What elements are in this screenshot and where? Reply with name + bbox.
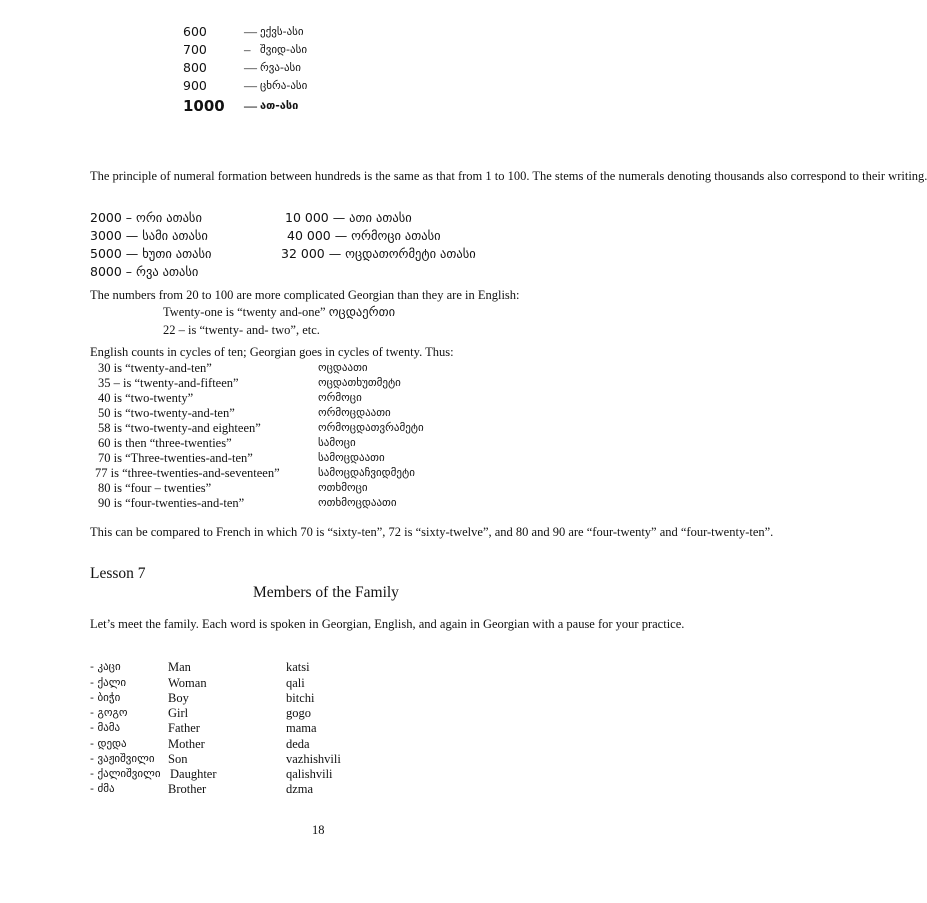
vocab-georgian: - ძმა	[90, 782, 115, 795]
vocab-transliteration: qalishvili	[286, 767, 333, 781]
vocab-georgian: - ბიჭი	[90, 691, 121, 704]
vocab-georgian: - ქალი	[90, 676, 127, 689]
hundreds-dash: —	[244, 78, 257, 93]
vocab-transliteration: mama	[286, 721, 317, 735]
count-georgian: სამოცდაჩვიდმეტი	[318, 466, 415, 479]
count-georgian: ოთხმოცდაათი	[318, 496, 397, 509]
paragraph-cycles: English counts in cycles of ten; Georgian goes in cycles of twenty. Thus:	[90, 345, 454, 359]
count-georgian: ოთხმოცი	[318, 481, 368, 494]
vocab-georgian: - მამა	[90, 721, 121, 734]
lesson-label: Lesson 7	[90, 565, 146, 582]
paragraph-practice-instructions: Let’s meet the family. Each word is spoken in Georgian, English, and again in Georgian with a pause for your practice.	[90, 617, 685, 631]
hundreds-georgian: რვა-ასი	[260, 61, 301, 74]
example-twenty-two: 22 – is “twenty- and- two”, etc.	[163, 323, 320, 337]
page-number: 18	[312, 823, 325, 837]
count-georgian: ორმოცდათვრამეტი	[318, 421, 424, 434]
vocab-english: Brother	[168, 782, 207, 796]
thousands-item: 40 000 — ორმოცი ათასი	[287, 228, 441, 243]
count-english: 77 is “three-twenties-and-seventeen”	[95, 466, 280, 480]
hundreds-number: 700	[183, 42, 207, 57]
vocab-english: Son	[168, 752, 188, 766]
count-georgian: სამოცდაათი	[318, 451, 385, 464]
vocab-georgian: - გოგო	[90, 706, 128, 719]
vocab-transliteration: deda	[286, 737, 310, 751]
count-georgian: ორმოცდაათი	[318, 406, 391, 419]
count-georgian: ოცდაათი	[318, 361, 368, 374]
count-english: 35 – is “twenty-and-fifteen”	[98, 376, 239, 390]
lesson-title: Members of the Family	[253, 584, 399, 601]
paragraph-numeral-formation: The principle of numeral formation between hundreds is the same as that from 1 to 100. The stems of the numerals denoting thousands also correspond to their writing.	[90, 169, 927, 183]
hundreds-number: 1000	[183, 97, 225, 115]
hundreds-table	[0, 0, 638, 150]
vocab-transliteration: qali	[286, 676, 305, 690]
count-english: 30 is “twenty-and-ten”	[98, 361, 212, 375]
thousands-item: 10 000 — ათი ათასი	[285, 210, 412, 225]
hundreds-georgian: შვიდ-ასი	[260, 43, 308, 56]
example-twenty-one: Twenty-one is “twenty and-one” ოცდაერთი	[163, 305, 396, 319]
thousands-item: 2000 – ორი ათასი	[90, 210, 202, 225]
vocab-transliteration: dzma	[286, 782, 314, 796]
paragraph-complex-numbers: The numbers from 20 to 100 are more complicated Georgian than they are in English:	[90, 288, 520, 302]
vocab-georgian: - ქალიშვილი	[90, 767, 161, 780]
count-english: 40 is “two-twenty”	[98, 391, 194, 405]
vocab-english: Daughter	[170, 767, 217, 781]
count-english: 80 is “four – twenties”	[98, 481, 212, 495]
paragraph-french-comparison: This can be compared to French in which 70 is “sixty-ten”, 72 is “sixty-twelve”, and 80 and 90 are “four-twenty” and “four-twenty-ten”.	[90, 525, 774, 539]
hundreds-georgian: ცხრა-ასი	[260, 79, 308, 92]
hundreds-georgian: ექვს-ასი	[260, 25, 304, 38]
hundreds-number: 900	[183, 78, 207, 93]
vocab-english: Mother	[168, 737, 205, 751]
vocab-english: Boy	[168, 691, 189, 705]
vocab-english: Woman	[168, 676, 207, 690]
hundreds-dash: —	[244, 98, 257, 113]
count-english: 58 is “two-twenty-and eighteen”	[98, 421, 261, 435]
hundreds-dash: –	[244, 42, 251, 57]
hundreds-georgian: ათ-ასი	[260, 99, 299, 112]
count-english: 70 is “Three-twenties-and-ten”	[98, 451, 253, 465]
count-georgian: ოცდათხუთმეტი	[318, 376, 401, 389]
count-list	[0, 355, 638, 515]
vocab-english: Man	[168, 660, 191, 674]
vocab-transliteration: gogo	[286, 706, 311, 720]
vocab-english: Girl	[168, 706, 189, 720]
vocab-transliteration: katsi	[286, 660, 310, 674]
hundreds-number: 600	[183, 24, 207, 39]
count-georgian: ორმოცი	[318, 391, 362, 404]
thousands-item: 3000 — სამი ათასი	[90, 228, 208, 243]
hundreds-dash: —	[244, 24, 257, 39]
vocab-english: Father	[168, 721, 200, 735]
count-georgian: სამოცი	[318, 436, 356, 449]
vocab-table	[0, 655, 638, 800]
hundreds-dash: —	[244, 60, 257, 75]
thousands-item: 5000 — ხუთი ათასი	[90, 246, 212, 261]
count-english: 60 is then “three-twenties”	[98, 436, 232, 450]
vocab-transliteration: vazhishvili	[286, 752, 341, 766]
count-english: 90 is “four-twenties-and-ten”	[98, 496, 245, 510]
thousands-item: 32 000 — ოცდათორმეტი ათასი	[281, 246, 476, 261]
count-english: 50 is “two-twenty-and-ten”	[98, 406, 235, 420]
vocab-georgian: - კაცი	[90, 660, 121, 673]
vocab-georgian: - ვაჟიშვილი	[90, 752, 155, 765]
vocab-transliteration: bitchi	[286, 691, 315, 705]
hundreds-number: 800	[183, 60, 207, 75]
thousands-item: 8000 – რვა ათასი	[90, 264, 199, 279]
vocab-georgian: - დედა	[90, 737, 127, 750]
